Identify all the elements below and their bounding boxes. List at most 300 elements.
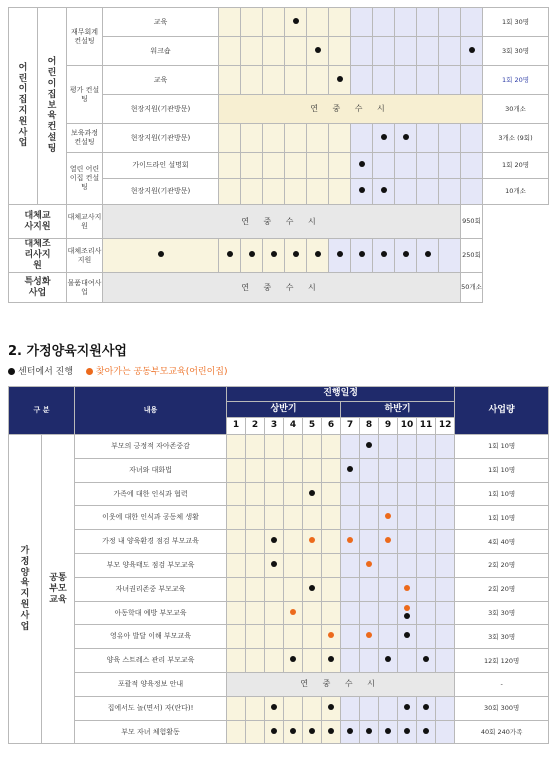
month-cell — [265, 530, 284, 554]
orange-dot-icon — [347, 537, 353, 543]
month-cell — [246, 649, 265, 673]
table-caregiving-support — [8, 7, 549, 303]
content-cell: 현장지원(기관방문) — [103, 179, 219, 205]
month-cell — [417, 435, 436, 459]
month-cell — [439, 124, 461, 153]
count-cell: 1회 10명 — [455, 435, 549, 459]
month-cell — [322, 720, 341, 744]
month-cell — [341, 696, 360, 720]
black-dot-icon — [359, 161, 365, 167]
black-dot-icon — [271, 704, 277, 710]
month-cell — [351, 124, 373, 153]
header-schedule: 진행일정 — [227, 387, 455, 402]
month-cell — [417, 8, 439, 37]
month-cell — [284, 649, 303, 673]
month-cell — [246, 530, 265, 554]
content-cell: 가이드라인 설명회 — [103, 153, 219, 179]
month-cell — [398, 625, 417, 649]
count-cell: 50개소 — [461, 273, 483, 303]
month-header: 12 — [436, 418, 455, 435]
month-cell — [341, 553, 360, 577]
month-cell — [284, 720, 303, 744]
month-cell — [436, 482, 455, 506]
month-cell — [360, 435, 379, 459]
month-cell — [341, 625, 360, 649]
table-row — [9, 124, 549, 153]
month-cell — [417, 601, 436, 625]
count-cell: 10개소 — [483, 179, 549, 205]
month-cell — [398, 482, 417, 506]
month-cell — [322, 530, 341, 554]
month-cell — [284, 625, 303, 649]
orange-dot-icon — [385, 537, 391, 543]
content-cell: 가정 내 양육환경 점검 부모교육 — [75, 530, 227, 554]
month-cell — [303, 553, 322, 577]
month-cell — [351, 37, 373, 66]
content-cell: 물품대여사업 — [67, 273, 103, 303]
month-cell — [373, 179, 395, 205]
count-cell: 3개소 (9회) — [483, 124, 549, 153]
month-cell — [284, 601, 303, 625]
month-cell — [284, 530, 303, 554]
month-cell — [417, 66, 439, 95]
month-cell — [341, 482, 360, 506]
content-cell: 부모 양육태도 점검 부모교육 — [75, 553, 227, 577]
month-cell — [285, 179, 307, 205]
black-dot-icon — [290, 728, 296, 734]
month-cell — [417, 696, 436, 720]
month-cell — [322, 577, 341, 601]
month-cell — [379, 720, 398, 744]
month-cell — [246, 553, 265, 577]
month-cell — [417, 553, 436, 577]
black-dot-icon — [404, 704, 410, 710]
orange-dot-icon — [86, 368, 93, 375]
black-dot-icon — [423, 704, 429, 710]
month-cell — [265, 553, 284, 577]
count-cell: 3회 30명 — [455, 625, 549, 649]
month-header: 11 — [417, 418, 436, 435]
black-dot-icon — [309, 490, 315, 496]
month-cell — [265, 601, 284, 625]
count-cell: 2회 20명 — [455, 553, 549, 577]
table-row — [9, 239, 549, 273]
table-row — [9, 649, 549, 673]
month-cell — [439, 37, 461, 66]
black-dot-icon — [8, 368, 15, 375]
table-row — [9, 66, 549, 95]
month-cell — [227, 506, 246, 530]
table-row — [9, 273, 549, 303]
orange-dot-icon — [404, 605, 410, 611]
month-header: 2 — [246, 418, 265, 435]
month-cell — [246, 720, 265, 744]
month-cell — [360, 482, 379, 506]
month-cell — [360, 625, 379, 649]
month-cell — [351, 179, 373, 205]
month-cell — [395, 179, 417, 205]
month-cell — [241, 37, 263, 66]
month-cell — [360, 553, 379, 577]
count-cell: 30개소 — [483, 95, 549, 124]
content-cell: 이웃에 대한 인식과 공동체 생활 — [75, 506, 227, 530]
subgroup-label: 열린 어린이집 컨설팅 — [67, 153, 103, 205]
month-cell — [398, 458, 417, 482]
month-cell — [360, 530, 379, 554]
month-cell — [398, 720, 417, 744]
black-dot-icon — [404, 728, 410, 734]
content-cell: 교육 — [103, 66, 219, 95]
table-row — [9, 696, 549, 720]
month-cell — [246, 696, 265, 720]
month-cell — [379, 625, 398, 649]
black-dot-icon — [381, 134, 387, 140]
month-cell — [436, 506, 455, 530]
count-cell: 1회 10명 — [455, 506, 549, 530]
black-dot-icon — [366, 728, 372, 734]
count-cell: 1회 20명 — [483, 66, 549, 95]
month-cell — [284, 458, 303, 482]
black-dot-icon — [404, 613, 410, 619]
black-dot-icon — [271, 251, 277, 257]
month-cell — [285, 239, 307, 273]
month-cell — [436, 458, 455, 482]
month-cell — [436, 553, 455, 577]
month-cell — [329, 8, 351, 37]
month-cell — [263, 239, 285, 273]
black-dot-icon — [423, 656, 429, 662]
month-cell — [351, 66, 373, 95]
black-dot-icon — [359, 251, 365, 257]
header-first-half: 상반기 — [227, 402, 341, 418]
table-row — [9, 153, 549, 179]
month-cell — [417, 482, 436, 506]
header-second-half: 하반기 — [341, 402, 455, 418]
month-cell — [227, 530, 246, 554]
month-cell — [227, 625, 246, 649]
month-cell — [103, 239, 219, 273]
year-round-cell: 연 중 수 시 — [103, 205, 461, 239]
month-cell — [285, 66, 307, 95]
month-cell — [395, 124, 417, 153]
month-cell — [379, 506, 398, 530]
table-home-parenting-support — [8, 386, 549, 744]
month-cell — [461, 66, 483, 95]
orange-dot-icon — [366, 632, 372, 638]
month-cell — [436, 696, 455, 720]
month-cell — [227, 458, 246, 482]
month-cell — [285, 8, 307, 37]
month-cell — [379, 553, 398, 577]
month-cell — [417, 530, 436, 554]
month-cell — [360, 506, 379, 530]
month-cell — [417, 124, 439, 153]
month-header: 4 — [284, 418, 303, 435]
month-cell — [246, 482, 265, 506]
table-row — [9, 506, 549, 530]
month-cell — [398, 530, 417, 554]
month-cell — [227, 553, 246, 577]
month-cell — [307, 66, 329, 95]
month-cell — [436, 530, 455, 554]
month-cell — [284, 482, 303, 506]
month-cell — [417, 37, 439, 66]
month-cell — [284, 577, 303, 601]
content-cell: 양육 스트레스 관리 부모교육 — [75, 649, 227, 673]
month-cell — [395, 153, 417, 179]
month-cell — [303, 458, 322, 482]
month-cell — [284, 553, 303, 577]
month-cell — [436, 625, 455, 649]
content-cell: 영유아 발달 이해 부모교육 — [75, 625, 227, 649]
month-cell — [436, 649, 455, 673]
black-dot-icon — [425, 251, 431, 257]
month-cell — [307, 8, 329, 37]
year-round-cell: 연 중 수 시 — [103, 273, 461, 303]
month-cell — [285, 153, 307, 179]
month-cell — [303, 506, 322, 530]
month-cell — [417, 720, 436, 744]
month-cell — [303, 577, 322, 601]
month-cell — [341, 577, 360, 601]
black-dot-icon — [315, 251, 321, 257]
count-cell: 1회 20명 — [483, 153, 549, 179]
month-cell — [246, 601, 265, 625]
orange-dot-icon — [404, 585, 410, 591]
month-header: 8 — [360, 418, 379, 435]
black-dot-icon — [315, 47, 321, 53]
group-label: 대체교사지원 — [9, 205, 67, 239]
month-cell — [436, 601, 455, 625]
month-cell — [373, 66, 395, 95]
month-cell — [379, 577, 398, 601]
month-cell — [265, 720, 284, 744]
month-cell — [303, 720, 322, 744]
month-cell — [461, 8, 483, 37]
month-cell — [341, 506, 360, 530]
month-cell — [307, 239, 329, 273]
month-cell — [246, 506, 265, 530]
month-header: 5 — [303, 418, 322, 435]
subgroup-label: 재무회계 컨설팅 — [67, 8, 103, 66]
table-row — [9, 205, 549, 239]
month-cell — [307, 37, 329, 66]
month-cell — [329, 66, 351, 95]
black-dot-icon — [366, 442, 372, 448]
black-dot-icon — [403, 134, 409, 140]
month-cell — [246, 435, 265, 459]
group-label: 대체조리사지원 — [9, 239, 67, 273]
month-cell — [227, 649, 246, 673]
black-dot-icon — [337, 251, 343, 257]
table-row — [9, 435, 549, 459]
month-cell — [322, 625, 341, 649]
black-dot-icon — [293, 251, 299, 257]
month-cell — [417, 458, 436, 482]
month-cell — [227, 720, 246, 744]
month-cell — [351, 239, 373, 273]
table-row — [9, 553, 549, 577]
month-cell — [373, 153, 395, 179]
month-cell — [265, 482, 284, 506]
month-cell — [439, 239, 461, 273]
month-cell — [379, 649, 398, 673]
month-cell — [265, 435, 284, 459]
black-dot-icon — [469, 47, 475, 53]
header-count: 사업량 — [455, 387, 549, 435]
month-cell — [360, 601, 379, 625]
month-cell — [241, 8, 263, 37]
subgroup-label: 평가 컨설팅 — [67, 66, 103, 124]
group-label: 특성화사업 — [9, 273, 67, 303]
month-header: 6 — [322, 418, 341, 435]
black-dot-icon — [347, 728, 353, 734]
table-row — [9, 482, 549, 506]
month-cell — [461, 37, 483, 66]
month-cell — [341, 649, 360, 673]
orange-dot-icon — [309, 537, 315, 543]
month-cell — [379, 696, 398, 720]
month-cell — [379, 435, 398, 459]
month-cell — [341, 458, 360, 482]
black-dot-icon — [404, 632, 410, 638]
month-cell — [417, 625, 436, 649]
black-dot-icon — [158, 251, 164, 257]
black-dot-icon — [337, 76, 343, 82]
header-content: 내용 — [75, 387, 227, 435]
content-cell: 현장지원(기관방문) — [103, 95, 219, 124]
month-cell — [241, 124, 263, 153]
month-cell — [263, 66, 285, 95]
month-header: 9 — [379, 418, 398, 435]
month-cell — [219, 179, 241, 205]
black-dot-icon — [381, 187, 387, 193]
month-cell — [398, 601, 417, 625]
month-cell — [417, 506, 436, 530]
content-cell: 포괄적 양육정보 안내 — [75, 672, 227, 696]
black-dot-icon — [249, 251, 255, 257]
content-cell: 부모 자녀 체험활동 — [75, 720, 227, 744]
month-cell — [439, 179, 461, 205]
month-cell — [398, 649, 417, 673]
month-cell — [303, 625, 322, 649]
section-heading: 2. 가정양육지원사업 — [8, 344, 127, 359]
count-cell: 12회 120명 — [455, 649, 549, 673]
content-cell: 자녀와 대화법 — [75, 458, 227, 482]
content-cell: 집에서도 놀(면서) 자(란다)! — [75, 696, 227, 720]
legend-orange-label: 찾아가는 공동부모교육(어린이집) — [95, 367, 228, 377]
month-cell — [285, 124, 307, 153]
month-cell — [307, 124, 329, 153]
black-dot-icon — [328, 704, 334, 710]
month-cell — [219, 239, 241, 273]
month-cell — [417, 239, 439, 273]
month-cell — [307, 179, 329, 205]
month-cell — [219, 37, 241, 66]
month-header: 7 — [341, 418, 360, 435]
month-cell — [461, 153, 483, 179]
group-label: 가정양육지원사업 — [9, 435, 42, 744]
month-cell — [329, 179, 351, 205]
month-cell — [398, 577, 417, 601]
month-cell — [373, 8, 395, 37]
month-cell — [360, 458, 379, 482]
month-cell — [395, 239, 417, 273]
table-row — [9, 577, 549, 601]
month-cell — [373, 37, 395, 66]
month-cell — [373, 124, 395, 153]
month-header: 3 — [265, 418, 284, 435]
content-cell: 아동학대 예방 부모교육 — [75, 601, 227, 625]
count-cell: 1회 10명 — [455, 458, 549, 482]
month-cell — [436, 720, 455, 744]
content-cell: 워크숍 — [103, 37, 219, 66]
month-cell — [436, 435, 455, 459]
month-header: 1 — [227, 418, 246, 435]
month-cell — [303, 530, 322, 554]
month-cell — [241, 179, 263, 205]
year-round-cell: 연 중 수 시 — [219, 95, 483, 124]
orange-dot-icon — [290, 609, 296, 615]
month-cell — [360, 577, 379, 601]
month-cell — [227, 601, 246, 625]
month-cell — [322, 601, 341, 625]
group-label: 어린이집보육컨설팅 — [38, 8, 67, 205]
content-cell: 가족에 대한 인식과 협력 — [75, 482, 227, 506]
black-dot-icon — [347, 466, 353, 472]
table-row — [9, 672, 549, 696]
month-cell — [351, 153, 373, 179]
black-dot-icon — [309, 585, 315, 591]
month-cell — [373, 239, 395, 273]
month-cell — [227, 696, 246, 720]
table-row — [9, 601, 549, 625]
month-cell — [263, 179, 285, 205]
black-dot-icon — [328, 728, 334, 734]
content-cell: 현장지원(기관방문) — [103, 124, 219, 153]
month-cell — [241, 66, 263, 95]
month-cell — [219, 66, 241, 95]
month-cell — [398, 696, 417, 720]
black-dot-icon — [423, 728, 429, 734]
count-cell: 30회 300명 — [455, 696, 549, 720]
month-cell — [351, 8, 373, 37]
month-cell — [395, 66, 417, 95]
count-cell: 1회 10명 — [455, 482, 549, 506]
month-cell — [395, 8, 417, 37]
month-cell — [379, 601, 398, 625]
table-row — [9, 530, 549, 554]
month-cell — [360, 720, 379, 744]
month-cell — [322, 649, 341, 673]
orange-dot-icon — [385, 513, 391, 519]
table-row — [9, 8, 549, 37]
month-cell — [439, 8, 461, 37]
content-cell: 대체교사지원 — [67, 205, 103, 239]
month-cell — [265, 696, 284, 720]
count-cell: 3회 30명 — [483, 37, 549, 66]
month-cell — [303, 649, 322, 673]
black-dot-icon — [403, 251, 409, 257]
month-cell — [322, 482, 341, 506]
black-dot-icon — [309, 728, 315, 734]
content-cell: 부모의 긍정적 자아존중감 — [75, 435, 227, 459]
month-cell — [341, 530, 360, 554]
month-cell — [265, 625, 284, 649]
month-cell — [219, 8, 241, 37]
month-cell — [227, 482, 246, 506]
black-dot-icon — [271, 728, 277, 734]
